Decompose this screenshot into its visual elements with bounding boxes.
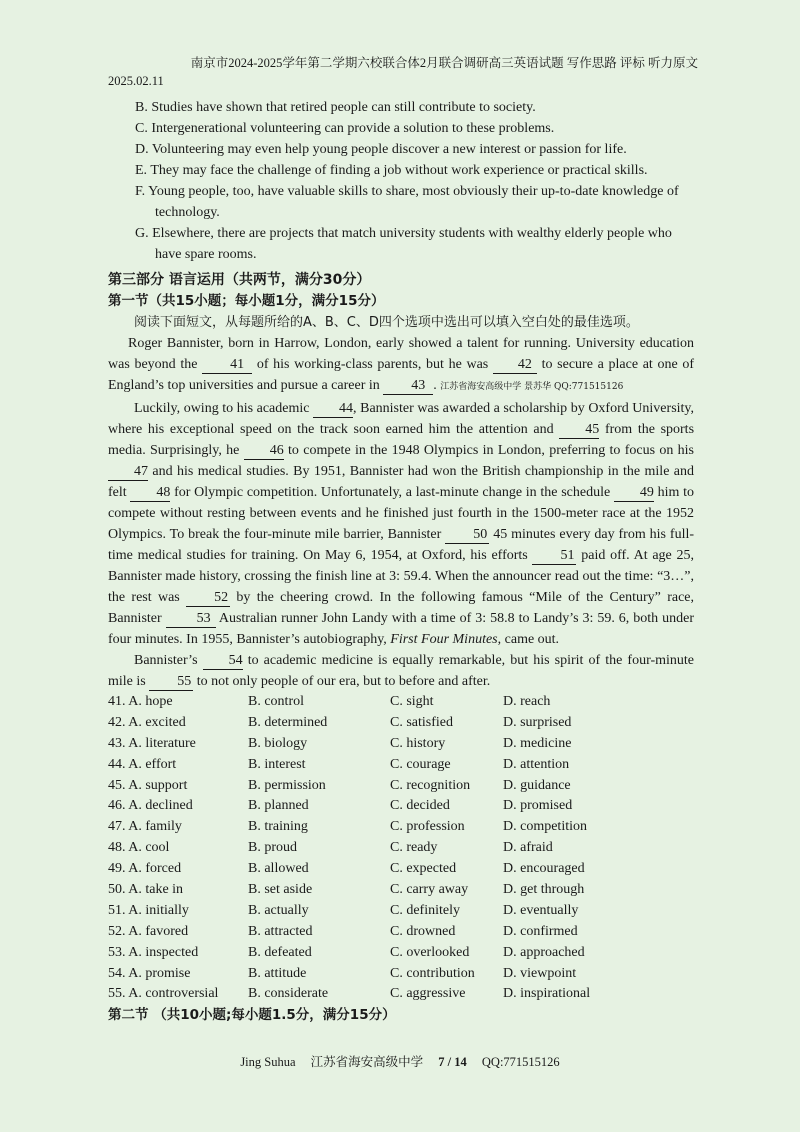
question-row-52: 52. A. favored B. attracted C. drowned D. confirmed xyxy=(108,923,578,939)
passage xyxy=(108,333,694,692)
question-row-54: 54. A. promise B. attitude C. contribution D. viewpoint xyxy=(108,965,577,981)
header-title: 南京市2024-2025学年第二学期六校联合体2月联合调研高三英语试题 写作思路 评标 听力原文 xyxy=(190,56,698,70)
blank-47: 47 xyxy=(108,463,148,481)
passage-paragraph-2: Luckily, owing to his academic 44, Bannister was awarded a scholarship by Oxford University, where his exceptional speed on the track soon earned him the attention and 45 from the sports media. Surprisingly, he 46 to compete in the 1948 Olympics in London, preferring to focus on his 47 and his medical studies. By 1951, Bannister had won the British championship in the mile and felt 48 for Olympic competition. Unfortunately, a last-minute change in the schedule 49 him to compete without resting between events and he finished just fourth in the 1500-meter race at the 1952 Olympics. To break the four-minute mile barrier, Bannister 50 45 minutes every day from his full-time medical studies for training. On May 6, 1954, at Oxford, his efforts 51 paid off. At age 25, Bannister made history, crossing the finish line at 3: 59.4. When the announcer read out the time: “3…”, the rest was 52 by the cheering crowd. In the following famous “Mile of the Century” race, Bannister 53 Australian runner John Landy with a time of 3: 58.8 to Landy’s 3: 59. 6, both under four minutes. In 1955, Bannister’s autobiography, First Four Minutes, came out. xyxy=(108,401,695,647)
question-row-55: 55. A. controversial B. considerate C. aggressive D. inspirational xyxy=(108,986,591,1002)
blank-42: 42 xyxy=(493,356,537,374)
option-b: B. Studies have shown that retired people can still contribute to society. xyxy=(135,100,536,115)
blank-48: 48 xyxy=(130,484,170,502)
previous-options xyxy=(108,97,694,265)
question-row-44: 44. A. effort B. interest C. courage D. attention xyxy=(108,756,570,772)
question-options-table xyxy=(108,692,694,1005)
section1-title: 第一节（共15小题；每小题1分，满分15分） xyxy=(108,293,385,309)
question-row-48: 48. A. cool B. proud C. ready D. afraid xyxy=(108,840,553,856)
passage-paragraph-3: Bannister’s 54 to academic medicine is equally remarkable, but his spirit of the four-minute mile is 55 to not only people of our era, but to before and after. xyxy=(108,653,695,689)
blank-46: 46 xyxy=(244,442,284,460)
page-content xyxy=(108,97,694,1026)
question-row-42: 42. A. excited B. determined C. satisfied D. surprised xyxy=(108,714,572,730)
footer-qq: QQ:771515126 xyxy=(481,1055,560,1069)
blank-43: 43 xyxy=(383,377,433,395)
blank-49: 49 xyxy=(614,484,654,502)
footer-page-number: 7 / 14 xyxy=(438,1055,467,1069)
blank-53: 53 xyxy=(166,610,216,628)
footer-author: Jing Suhua xyxy=(240,1055,296,1069)
blank-55: 55 xyxy=(149,673,193,691)
page-header xyxy=(108,54,698,90)
header-date: 2025.02.11 xyxy=(108,74,164,88)
question-row-49: 49. A. forced B. allowed C. expected D. encouraged xyxy=(108,861,585,877)
blank-45: 45 xyxy=(559,421,599,439)
question-row-50: 50. A. take in B. set aside C. carry away D. get through xyxy=(108,882,585,898)
instruction: 阅读下面短文，从每题所给的A、B、C、D四个选项中选出可以填入空白处的最佳选项。 xyxy=(134,315,639,330)
question-row-53: 53. A. inspected B. defeated C. overlooked D. approached xyxy=(108,944,585,960)
option-f: F. Young people, too, have valuable skills to share, most obviously their up-to-date knowledge of technology. xyxy=(135,184,679,220)
question-row-45: 45. A. support B. permission C. recognition D. guidance xyxy=(108,777,571,793)
question-row-43: 43. A. literature B. biology C. history D. medicine xyxy=(108,735,572,751)
question-row-51: 51. A. initially B. actually C. definitely D. eventually xyxy=(108,902,579,918)
option-d: D. Volunteering may even help young people discover a new interest or passion for life. xyxy=(135,142,627,157)
blank-54: 54 xyxy=(203,652,243,670)
blank-50: 50 xyxy=(445,526,489,544)
option-g: G. Elsewhere, there are projects that match university students with wealthy elderly people who have spare rooms. xyxy=(135,226,672,262)
page-footer xyxy=(0,1052,800,1070)
option-c: C. Intergenerational volunteering can provide a solution to these problems. xyxy=(135,121,555,136)
question-row-46: 46. A. declined B. planned C. decided D. promised xyxy=(108,798,573,814)
section2-title: 第二节 （共10小题;每小题1.5分，满分15分） xyxy=(108,1007,396,1024)
question-row-47: 47. A. family B. training C. profession D. competition xyxy=(108,819,587,835)
watermark-note: 江苏省海安高级中学 景苏华 QQ:771515126 xyxy=(440,382,624,392)
footer-school: 江苏省海安高级中学 xyxy=(310,1055,424,1069)
blank-41: 41 xyxy=(202,356,252,374)
blank-51: 51 xyxy=(532,547,576,565)
question-row-41: 41. A. hope B. control C. sight D. reach xyxy=(108,694,551,709)
book-title: First Four Minutes xyxy=(390,632,498,647)
blank-44: 44 xyxy=(313,400,353,418)
part3-title: 第三部分 语言运用（共两节，满分30分） xyxy=(108,272,371,288)
blank-52: 52 xyxy=(186,589,230,607)
passage-paragraph-1: Roger Bannister, born in Harrow, London, early showed a talent for running. University education was beyond the 41 of his working-class parents, but he was 42 to secure a place at one of England’s top universities and pursue a career in 43 . 江苏省海安高级中学 景苏华 QQ:771515126 xyxy=(108,336,695,393)
option-e: E. They may face the challenge of finding a job without work experience or practical skills. xyxy=(135,163,648,178)
